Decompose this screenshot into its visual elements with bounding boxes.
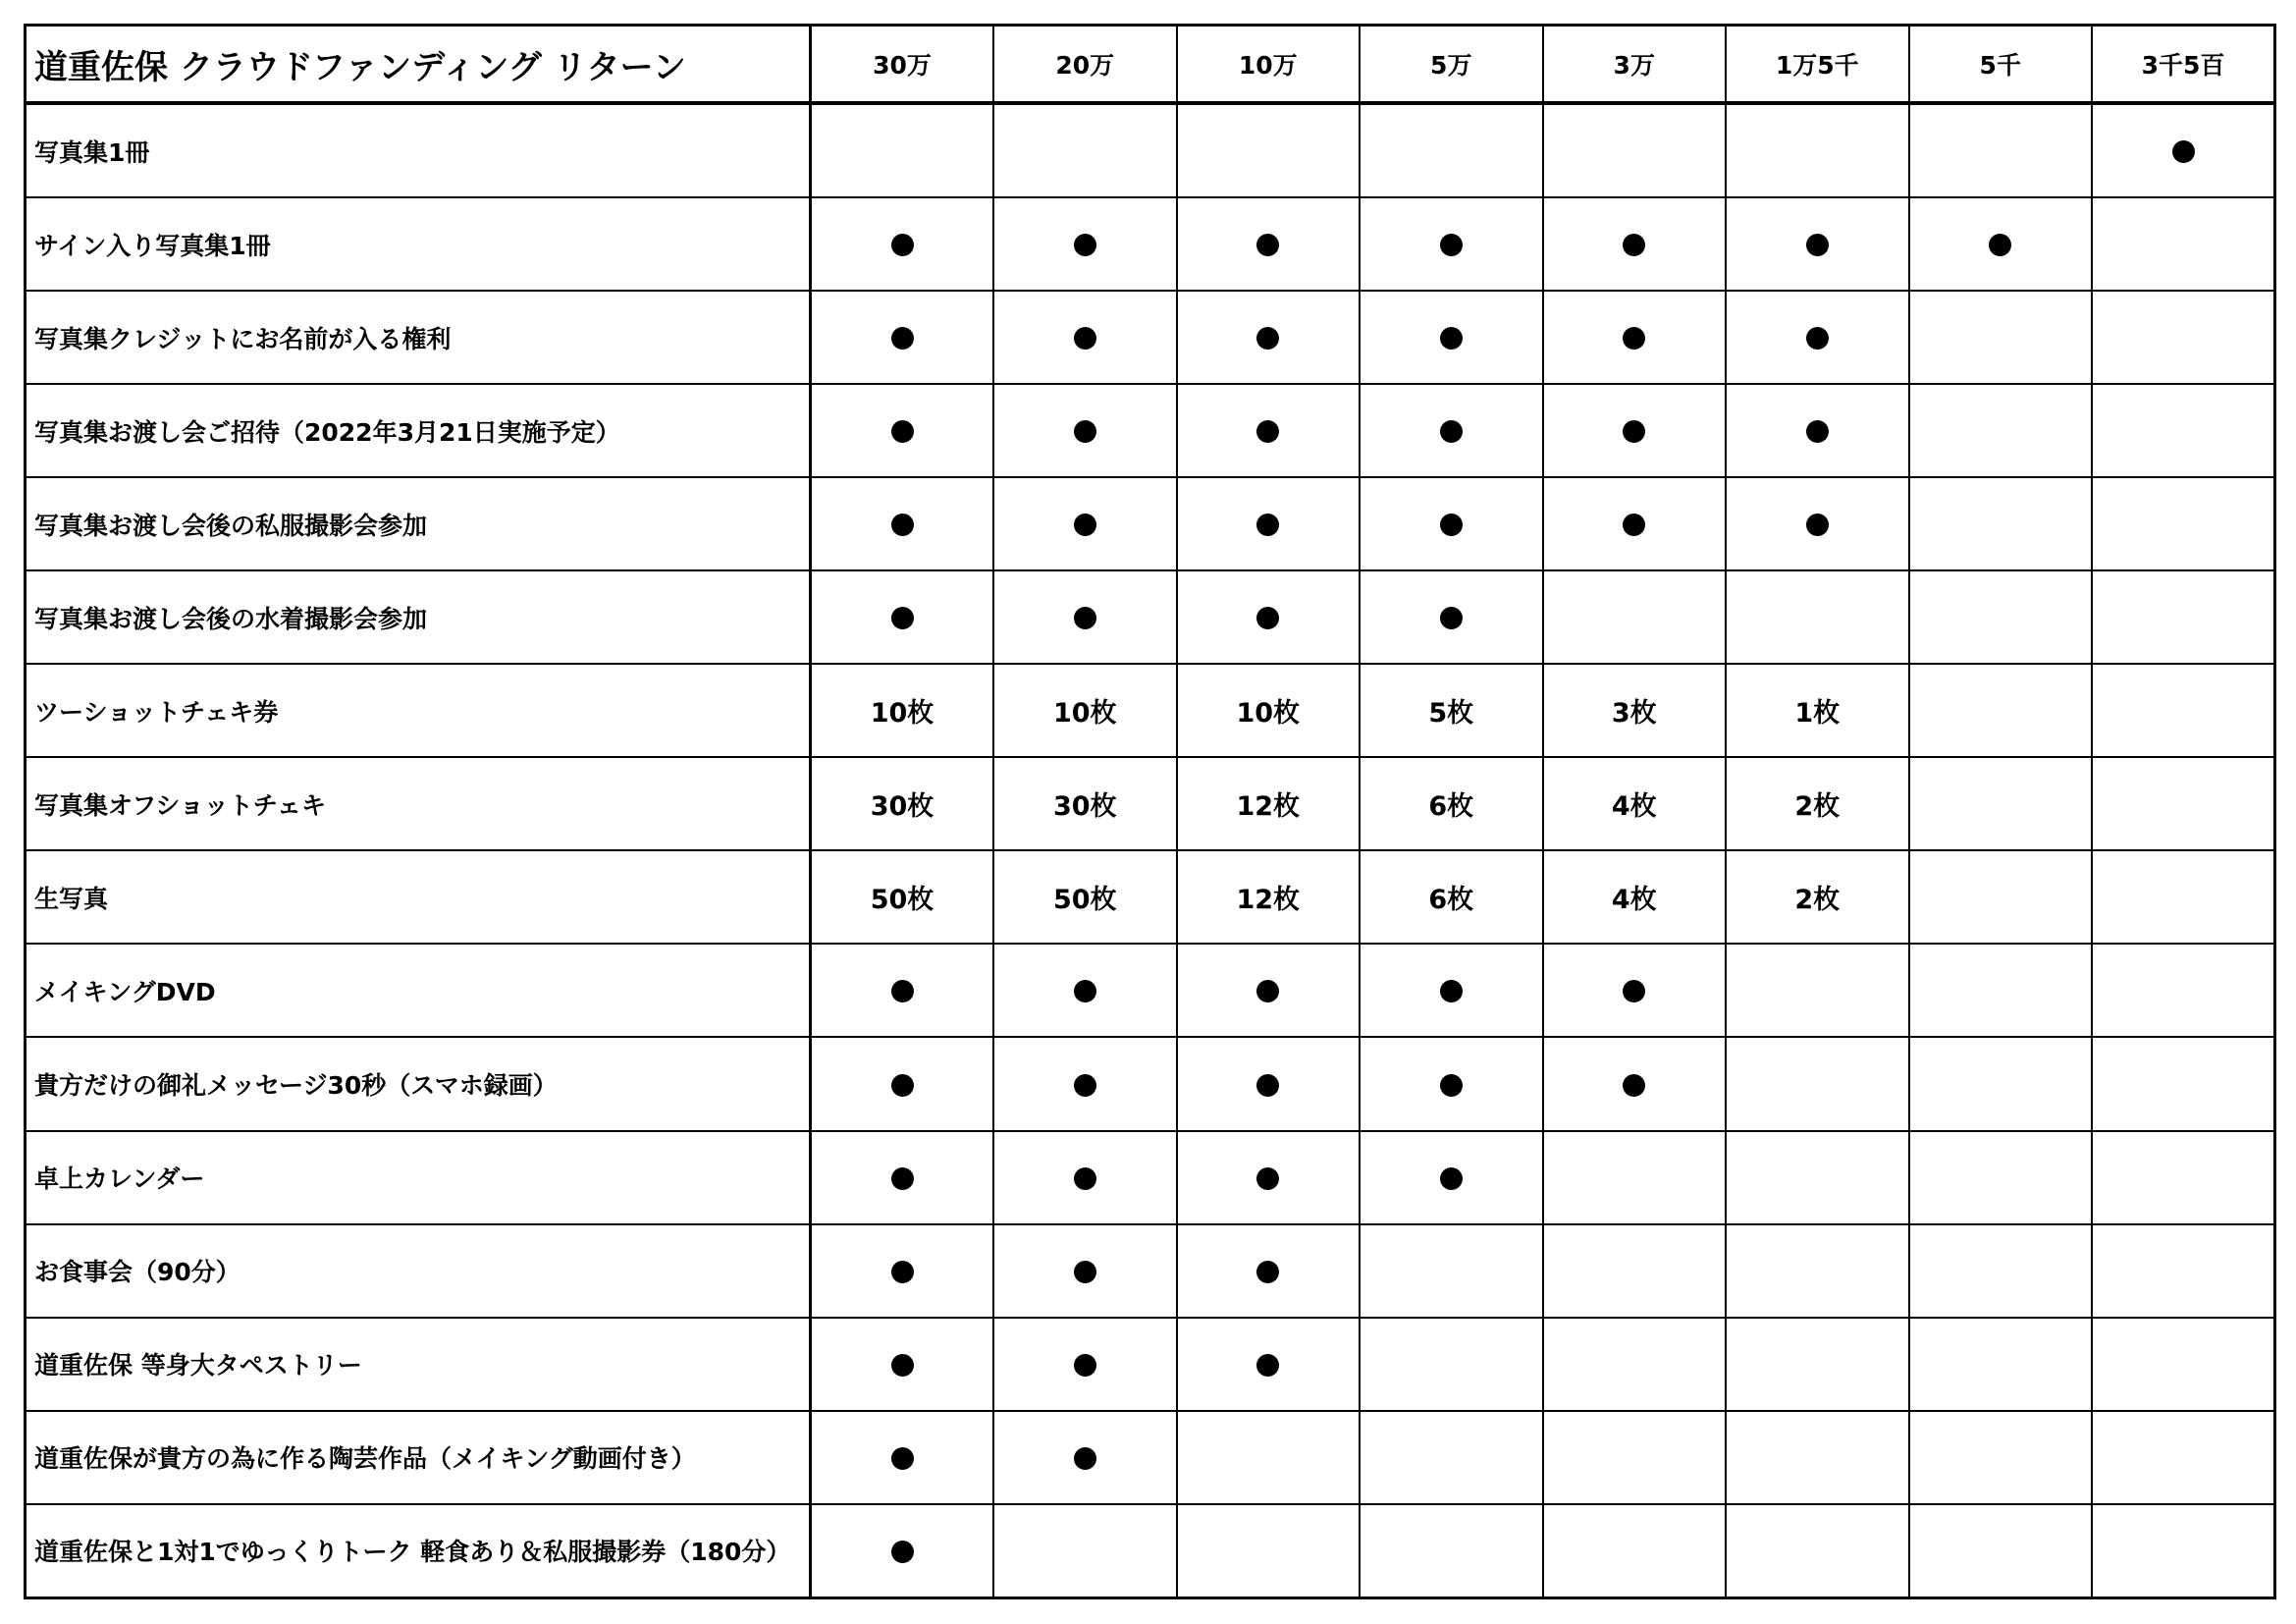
empty-cell [2092,477,2275,570]
included-cell [1726,384,1909,477]
empty-cell [2092,1037,2275,1130]
tier-header: 20万 [993,26,1177,104]
included-dot-icon [891,607,914,629]
quantity-cell: 2枚 [1726,757,1909,850]
empty-cell [1909,570,2093,664]
included-dot-icon [1440,514,1463,536]
included-dot-icon [891,1541,914,1563]
included-dot-icon [891,1167,914,1190]
included-cell [1177,570,1361,664]
included-cell [811,291,994,384]
empty-cell [1909,384,2093,477]
table-row [26,850,2275,944]
included-dot-icon [1256,980,1279,1002]
quantity-cell: 5枚 [1360,664,1543,757]
included-dot-icon [1074,234,1096,256]
empty-cell [1909,1131,2093,1224]
tier-header: 3万 [1543,26,1727,104]
empty-cell [1543,570,1727,664]
empty-cell [1909,1411,2093,1504]
included-cell [993,1411,1177,1504]
table-row [26,197,2275,291]
included-dot-icon [1256,1074,1279,1097]
tier-header: 10万 [1177,26,1361,104]
table-row [26,1131,2275,1224]
included-cell [993,197,1177,291]
item-name: お食事会（90分） [26,1224,811,1318]
included-dot-icon [1074,420,1096,443]
item-name: 道重佐保と1対1でゆっくりトーク 軽食あり＆私服撮影券（180分） [26,1504,811,1598]
included-cell [811,1224,994,1318]
item-name: 写真集お渡し会ご招待（2022年3月21日実施予定） [26,384,811,477]
table-row [26,291,2275,384]
header-row [26,26,2275,104]
tier-header: 3千5百 [2092,26,2275,104]
quantity-cell: 10枚 [811,664,994,757]
quantity-cell: 30枚 [811,757,994,850]
included-cell [1360,384,1543,477]
item-name: サイン入り写真集1冊 [26,197,811,291]
empty-cell [1909,477,2093,570]
table-row [26,570,2275,664]
included-dot-icon [1256,514,1279,536]
included-dot-icon [891,1261,914,1283]
quantity-cell: 50枚 [993,850,1177,944]
included-cell [811,197,994,291]
included-dot-icon [1623,234,1645,256]
included-dot-icon [891,980,914,1002]
empty-cell [1909,850,2093,944]
included-cell [1726,197,1909,291]
item-name: 写真集オフショットチェキ [26,757,811,850]
empty-cell [1543,1504,1727,1598]
included-dot-icon [1623,420,1645,443]
included-dot-icon [1074,1074,1096,1097]
included-cell [993,1037,1177,1130]
table-row [26,1504,2275,1598]
included-dot-icon [1074,980,1096,1002]
item-name: 写真集お渡し会後の私服撮影会参加 [26,477,811,570]
quantity-cell: 30枚 [993,757,1177,850]
quantity-cell: 12枚 [1177,757,1361,850]
empty-cell [1543,103,1727,197]
item-name: メイキングDVD [26,944,811,1037]
empty-cell [1726,1224,1909,1318]
included-dot-icon [891,1354,914,1377]
included-dot-icon [1256,1261,1279,1283]
included-dot-icon [1074,327,1096,350]
empty-cell [993,103,1177,197]
included-dot-icon [891,514,914,536]
empty-cell [993,1504,1177,1598]
empty-cell [1726,1504,1909,1598]
included-cell [1177,1037,1361,1130]
table-row [26,384,2275,477]
included-cell [1177,1318,1361,1411]
included-cell [1177,291,1361,384]
empty-cell [1543,1318,1727,1411]
empty-cell [1909,1037,2093,1130]
table-row [26,944,2275,1037]
included-dot-icon [1989,234,2011,256]
empty-cell [1726,1037,1909,1130]
empty-cell [2092,850,2275,944]
quantity-cell: 1枚 [1726,664,1909,757]
empty-cell [2092,944,2275,1037]
empty-cell [2092,1318,2275,1411]
included-dot-icon [1440,607,1463,629]
included-cell [993,944,1177,1037]
table-row [26,664,2275,757]
empty-cell [1177,103,1361,197]
included-dot-icon [1256,234,1279,256]
item-name: 道重佐保が貴方の為に作る陶芸作品（メイキング動画付き） [26,1411,811,1504]
quantity-cell: 2枚 [1726,850,1909,944]
quantity-cell: 12枚 [1177,850,1361,944]
empty-cell [811,103,994,197]
included-cell [1360,1131,1543,1224]
included-cell [811,944,994,1037]
empty-cell [2092,664,2275,757]
included-cell [811,1318,994,1411]
empty-cell [1543,1411,1727,1504]
empty-cell [1909,1504,2093,1598]
empty-cell [1726,103,1909,197]
table-row [26,1037,2275,1130]
empty-cell [1726,944,1909,1037]
included-dot-icon [1256,327,1279,350]
included-cell [1543,477,1727,570]
empty-cell [1726,570,1909,664]
included-cell [1360,570,1543,664]
item-name: 写真集クレジットにお名前が入る権利 [26,291,811,384]
empty-cell [2092,1131,2275,1224]
included-cell [811,570,994,664]
empty-cell [1909,757,2093,850]
included-cell [993,1224,1177,1318]
included-cell [1177,477,1361,570]
empty-cell [1360,103,1543,197]
empty-cell [1909,664,2093,757]
table-row [26,477,2275,570]
item-name: ツーショットチェキ券 [26,664,811,757]
included-dot-icon [1256,607,1279,629]
included-dot-icon [891,327,914,350]
included-cell [1177,1131,1361,1224]
included-cell [1360,197,1543,291]
empty-cell [1909,103,2093,197]
included-dot-icon [1074,514,1096,536]
included-dot-icon [891,234,914,256]
included-cell [993,1318,1177,1411]
included-dot-icon [891,420,914,443]
empty-cell [1360,1504,1543,1598]
included-dot-icon [1074,1167,1096,1190]
included-dot-icon [1074,1354,1096,1377]
included-dot-icon [1440,1167,1463,1190]
included-dot-icon [1440,1074,1463,1097]
included-dot-icon [1623,1074,1645,1097]
empty-cell [2092,197,2275,291]
quantity-cell: 10枚 [993,664,1177,757]
tier-header: 5万 [1360,26,1543,104]
included-cell [811,1411,994,1504]
included-dot-icon [1074,1447,1096,1470]
empty-cell [2092,570,2275,664]
included-dot-icon [1074,607,1096,629]
included-cell [811,477,994,570]
included-dot-icon [2172,140,2195,163]
empty-cell [1177,1411,1361,1504]
included-dot-icon [1440,980,1463,1002]
table-body [26,103,2275,1598]
included-dot-icon [1806,327,1829,350]
included-dot-icon [891,1074,914,1097]
table-row [26,1411,2275,1504]
included-cell [993,384,1177,477]
empty-cell [1909,1318,2093,1411]
tier-header: 30万 [811,26,994,104]
empty-cell [2092,384,2275,477]
included-cell [811,384,994,477]
included-dot-icon [1806,234,1829,256]
included-cell [1360,1037,1543,1130]
included-dot-icon [891,1447,914,1470]
item-name: 道重佐保 等身大タペストリー [26,1318,811,1411]
included-cell [1177,197,1361,291]
quantity-cell: 6枚 [1360,850,1543,944]
included-dot-icon [1256,1354,1279,1377]
empty-cell [2092,1224,2275,1318]
included-cell [1543,384,1727,477]
included-cell [1543,197,1727,291]
empty-cell [1360,1411,1543,1504]
empty-cell [1726,1131,1909,1224]
returns-table [24,24,2276,1599]
empty-cell [2092,757,2275,850]
table-title: 道重佐保 クラウドファンディング リターン [26,26,811,104]
included-dot-icon [1623,327,1645,350]
empty-cell [1726,1318,1909,1411]
included-cell [811,1131,994,1224]
included-cell [1909,197,2093,291]
empty-cell [1543,1224,1727,1318]
included-cell [1543,944,1727,1037]
empty-cell [2092,1411,2275,1504]
included-cell [1360,477,1543,570]
empty-cell [2092,291,2275,384]
empty-cell [1909,1224,2093,1318]
quantity-cell: 3枚 [1543,664,1727,757]
included-dot-icon [1806,514,1829,536]
included-dot-icon [1074,1261,1096,1283]
quantity-cell: 6枚 [1360,757,1543,850]
included-cell [1543,1037,1727,1130]
included-cell [1543,291,1727,384]
item-name: 写真集1冊 [26,103,811,197]
tier-header: 1万5千 [1726,26,1909,104]
empty-cell [1543,1131,1727,1224]
item-name: 貴方だけの御礼メッセージ30秒（スマホ録画） [26,1037,811,1130]
included-cell [1177,1224,1361,1318]
item-name: 卓上カレンダー [26,1131,811,1224]
empty-cell [1360,1318,1543,1411]
included-cell [993,477,1177,570]
empty-cell [1909,944,2093,1037]
included-cell [811,1504,994,1598]
empty-cell [1360,1224,1543,1318]
table-row [26,1318,2275,1411]
tier-header: 5千 [1909,26,2093,104]
table-header [26,26,2275,104]
quantity-cell: 50枚 [811,850,994,944]
table-row [26,103,2275,197]
table-row [26,757,2275,850]
included-cell [1360,944,1543,1037]
quantity-cell: 4枚 [1543,850,1727,944]
included-cell [993,1131,1177,1224]
table-row [26,1224,2275,1318]
included-cell [1360,291,1543,384]
quantity-cell: 4枚 [1543,757,1727,850]
included-dot-icon [1440,420,1463,443]
included-dot-icon [1256,420,1279,443]
included-cell [2092,103,2275,197]
included-cell [811,1037,994,1130]
empty-cell [1726,1411,1909,1504]
empty-cell [1909,291,2093,384]
included-cell [993,291,1177,384]
included-cell [1177,384,1361,477]
included-dot-icon [1623,514,1645,536]
included-dot-icon [1256,1167,1279,1190]
item-name: 写真集お渡し会後の水着撮影会参加 [26,570,811,664]
included-dot-icon [1440,327,1463,350]
quantity-cell: 10枚 [1177,664,1361,757]
item-name: 生写真 [26,850,811,944]
included-cell [1726,291,1909,384]
empty-cell [2092,1504,2275,1598]
included-cell [993,570,1177,664]
included-cell [1726,477,1909,570]
included-dot-icon [1440,234,1463,256]
included-dot-icon [1806,420,1829,443]
included-dot-icon [1623,980,1645,1002]
included-cell [1177,944,1361,1037]
empty-cell [1177,1504,1361,1598]
